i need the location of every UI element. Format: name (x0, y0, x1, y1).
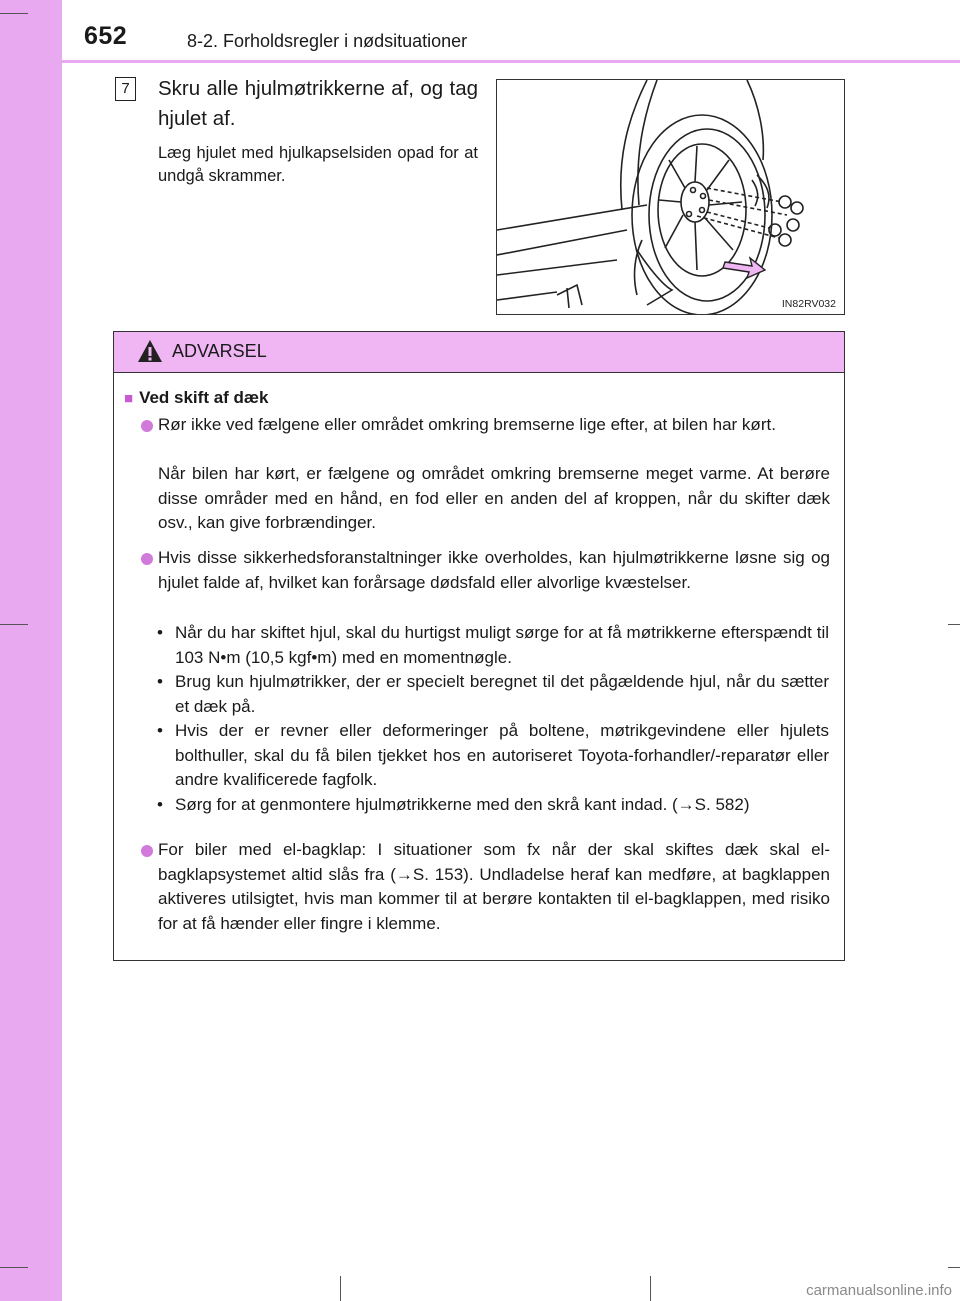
crop-mark (0, 624, 28, 625)
crop-mark (650, 1276, 651, 1301)
footer-watermark: carmanualsonline.info (806, 1282, 952, 1299)
wheel-drawing (497, 80, 844, 314)
warning-label: ADVARSEL (172, 341, 267, 361)
square-bullet-icon: ■ (124, 390, 134, 407)
list-item: • Sørg for at genmontere hjulmøtrikkerne med den skrå kant indad. (→S. 582) (157, 793, 829, 818)
step-note: Læg hjulet med hjulkapselsiden opad for at undgå skrammer. (158, 144, 478, 185)
step-title: Skru alle hjulmøtrikkerne af, og tag hjulet af. (158, 77, 478, 130)
bullet-dot-icon (141, 845, 153, 857)
crop-mark (340, 1276, 341, 1301)
list-item: • Når du har skiftet hjul, skal du hurtigst muligt sørge for at få møtrikkerne efterspændt til 103 N•m (10,5 kgf•m) med en momentnøgle. (157, 621, 829, 670)
page-side-tab (0, 0, 62, 1301)
paragraph-power-tailgate: For biler med el-bagklap: I situationer som fx når der skal skiftes dæk skal el-bagklapsystemet altid slås fra (→S. 153). Undladelse heraf kan medføre, at bagklappen aktiveres utilsigtet, hvis man kommer til at berøre kontakten til el-bagklappen, med risiko for at få hænder eller fingre i klemme. (158, 840, 830, 933)
bullet-dot-icon (141, 420, 153, 432)
list-item: • Hvis der er revner eller deformeringer på boltene, møtrikgevindene eller hjulets bolthuller, skal du få bilen tjekket hos en autoriseret Toyota-forhandler/-reparatør eller andre kvalificerede fagfolk. (157, 719, 829, 793)
warning-subheading (124, 388, 269, 408)
list-item: • Brug kun hjulmøtrikker, der er specielt beregnet til det pågældende hjul, når du sætter et dæk på. (157, 670, 829, 719)
crop-mark (948, 1267, 960, 1268)
crop-mark (948, 624, 960, 625)
crop-mark (0, 13, 28, 14)
paragraph-safety: Hvis disse sikkerhedsforanstaltninger ikke overholdes, kan hjulmøtrikkerne løsne sig og hjulet falde af, hvilket kan forårsage dødsfald eller alvorlige kvæstelser. (158, 548, 830, 592)
section-title: 8-2. Forholdsregler i nødsituationer (187, 31, 468, 51)
header-rule (62, 60, 960, 63)
wheel-removal-illustration (496, 79, 845, 315)
bullet-dot-icon (141, 553, 153, 565)
illustration-code: IN82RV032 (781, 298, 836, 310)
safety-bullet-list (157, 621, 829, 817)
warning-header (114, 332, 844, 373)
warning-box (113, 331, 845, 961)
paragraph-brake-warning: Rør ikke ved fælgene eller området omkring bremserne lige efter, at bilen har kørt. (158, 415, 776, 434)
step-number: 7 (115, 77, 136, 101)
subheading-text: Ved skift af dæk (139, 388, 269, 407)
paragraph-hot-wheels: Når bilen har kørt, er fælgene og området omkring bremserne meget varme. At berøre disse områder med en hånd, en fod eller en anden del af kroppen, når du skifter dæk osv., kan give forbrændinger. (158, 464, 830, 532)
page-number: 652 (84, 22, 128, 50)
warning-triangle-icon (137, 339, 163, 363)
crop-mark (0, 1267, 28, 1268)
